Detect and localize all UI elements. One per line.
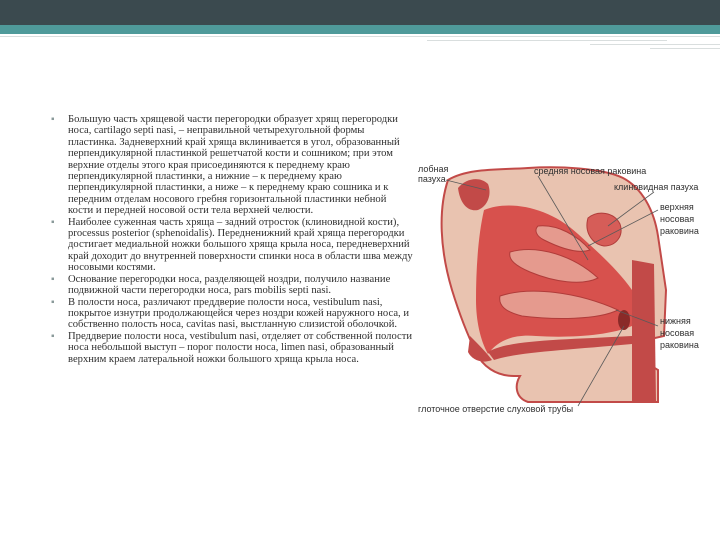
bullet-marker: ▪ <box>51 296 55 308</box>
bullet-item <box>48 297 413 331</box>
superior-concha-label: верхняя носовая раковина <box>660 202 699 236</box>
frontal-sinus-label: лобная пазуха <box>418 164 449 184</box>
bullet-item <box>48 114 413 217</box>
bullet-marker: ▪ <box>51 114 55 125</box>
decorative-line <box>0 36 720 37</box>
nasal-cavity-anatomy-figure <box>418 140 718 420</box>
inferior-concha-label: нижняя носовая раковина <box>660 316 699 350</box>
bullet-text: Наиболее суженная часть хряща – задний отросток (клиновидной кости), processus posterior (sphenoidalis). Передненижний край хряща перегородки достигает медиальной ножки большого хряща крыла носа, передневерхний край доходит до внутренней поверхности спинки носа в области шва между носовыми костями. <box>68 216 413 274</box>
slide-text-content <box>48 114 413 365</box>
decorative-line <box>590 44 720 45</box>
pharynx-wall-shape <box>632 260 656 402</box>
bullet-marker: ▪ <box>51 273 55 285</box>
bullet-text: Основание перегородки носа, разделяющей ноздри, получило название подвижной части перегородки носа, pars mobilis septi nasi. <box>68 273 391 297</box>
decorative-line <box>427 40 667 41</box>
decorative-line <box>650 48 720 49</box>
pharyngeal-opening-label: глоточное отверстие слуховой трубы <box>418 404 574 414</box>
middle-concha-label: средняя носовая раковина <box>534 166 647 176</box>
bullet-text: В полости носа, различают преддверие полости носа, vestibulum nasi, покрытое изнутри продолжающейся через ноздри кожей наружного носа, и собственно полость носа, cavitas nasi, выстланную слизистой оболочкой. <box>68 296 409 331</box>
sphenoid-sinus-label: клиновидная пазуха <box>614 182 699 192</box>
bullet-marker: ▪ <box>51 330 55 342</box>
bullet-text: Преддверие полости носа, vestibulum nasi, отделяет от собственной полости носа небольшой выступ – порог полости носа, limen nasi, образованный верхним краем латеральной ножки большого хряща крыла носа. <box>68 330 413 365</box>
bullet-text: Большую часть хрящевой части перегородки образует хрящ перегородки носа, cartilago septi nasi, – неправильной четырехугольной формы пластинка. Задневерхний край хряща вклинивается в угол, образованный перпендикулярной пластинкой решетчатой кости и сошником; при этом верхние отделы этого края присоединяются к переднему краю перпендикулярной пластинки, а нижние – к переднему краю перпендикулярной пластинки, а ниже – к переднему краю сошника и к передним отделам носового гребня горизонтальной пластинки небной кости и передней носовой ости тела верхней челюсти. <box>68 114 400 217</box>
slide-top-bar <box>0 0 720 25</box>
slide-accent-bar <box>0 25 720 34</box>
bullet-item <box>48 331 413 365</box>
bullet-item <box>48 217 413 274</box>
nasal-anatomy-illustration <box>418 140 718 420</box>
bullet-marker: ▪ <box>51 216 55 228</box>
bullet-list <box>48 114 413 365</box>
bullet-item <box>48 274 413 297</box>
